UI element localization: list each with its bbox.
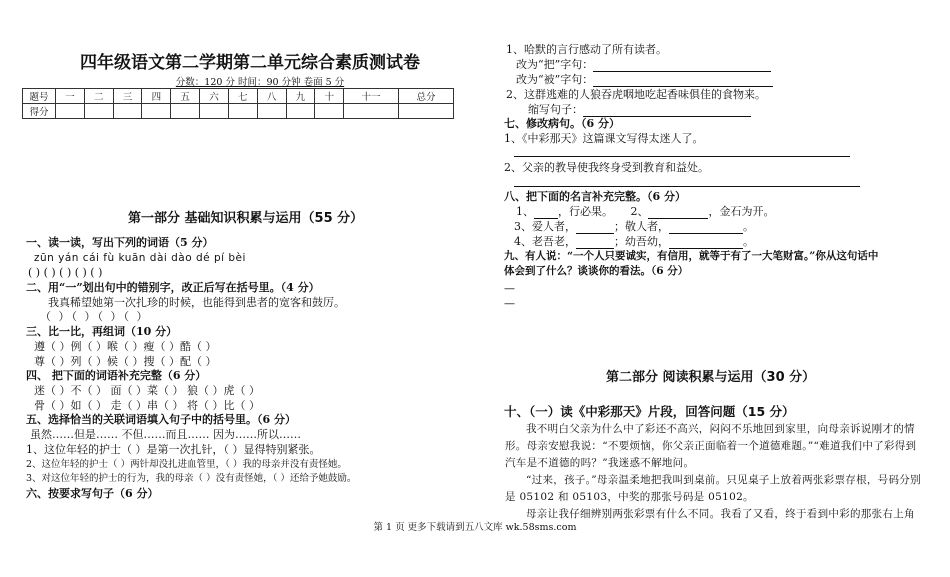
score-cell: 一	[56, 89, 85, 104]
q8-blank[interactable]	[669, 237, 743, 249]
q8-text: ；敬人者，	[614, 220, 669, 233]
q6-condense-answer-line[interactable]	[583, 105, 751, 117]
q5-sentence-1[interactable]: 1、这位年轻的护士（ ）是第一次扎针，（ ）显得特别紧张。	[26, 443, 321, 456]
reading-paragraph-1: 我不明白父亲为什么中了彩还不高兴，闷闷不乐地回到家里，向母亲诉说刚才的情形。母亲安慰我说：“不要烦恼，你父亲正面临着一个道德难题。”“难道我们中了彩得到汽车是不道德的吗？”我迷惑不解地问。	[505, 423, 917, 469]
q6-sentence-2: 2、这群逃难的人狼吞虎咽地吃起香味俱佳的食物来。	[506, 88, 766, 101]
score-input-cell[interactable]	[228, 104, 257, 119]
reading-paragraph-3: 母亲让我仔细辨别两张彩票有什么不同。我看了又看，终于看到中彩的那张右上角	[526, 508, 915, 520]
score-input-cell[interactable]	[113, 104, 142, 119]
q7-title: 七、修改病句。（6 分）	[504, 117, 620, 130]
q1-pinyin: zūn yán cái fù kuān dài dào dé pí bèi	[34, 252, 246, 264]
q1-answer-brackets[interactable]: ( ) ( ) ( ) ( ) ( )	[28, 266, 103, 279]
q9-line-1: 九、有人说：“一个人只要诚实，有信用，就等于有了一大笔财富。”你从这句话中	[504, 250, 879, 262]
q8-text: ；幼吾幼，	[614, 235, 669, 248]
exam-subtitle: 分数：120 分 时间：90 分钟 卷面 5 分	[175, 77, 345, 88]
q3-row1[interactable]: 遵（ ）例（ ）喉（ ）瘦（ ）酷（ ）	[34, 340, 217, 353]
score-cell: 七	[228, 89, 257, 104]
q6-bei-label: 改为“被”字句：	[516, 73, 594, 86]
q1-title: 一、读一读，写出下列的词语（5 分）	[26, 236, 214, 249]
q6-condense-label: 缩写句子：	[528, 103, 583, 116]
score-input-cell[interactable]	[344, 104, 399, 119]
q8-blank[interactable]	[576, 222, 614, 234]
q9-line-2: 体会到了什么？谈谈你的看法。（6 分）	[504, 265, 689, 277]
exam-title: 四年级语文第二学期第二单元综合素质测试卷	[80, 53, 420, 73]
q2-title: 二、用“一”划出句中的错别字，改正后写在括号里。（4 分）	[26, 281, 320, 294]
score-cell: 十一	[344, 89, 399, 104]
score-table	[22, 88, 454, 119]
score-cell: 二	[84, 89, 113, 104]
score-table-header-row	[23, 89, 454, 104]
q8-blank[interactable]	[669, 222, 743, 234]
q5-options: 虽然……但是…… 不但……而且…… 因为……所以……	[30, 428, 301, 441]
part1-title: 第一部分 基础知识积累与运用（55 分）	[128, 211, 364, 226]
q7-sentence-2: 2、父亲的教导使我终身受到教育和益处。	[504, 161, 709, 174]
q7-sentence-1: 1、《中彩那天》这篇课文写得太迷人了。	[504, 132, 704, 145]
q2-answer-brackets[interactable]: （ ）（ ）（ ）（ ）	[40, 310, 150, 323]
q4-row2[interactable]: 骨（ ）如（ ） 走（ ）串（ ） 将（ ）比（ ）	[34, 399, 260, 412]
score-input-cell[interactable]	[200, 104, 229, 119]
q8-title: 八、把下面的名言补充完整。（6 分）	[504, 190, 686, 203]
score-input-cell[interactable]	[286, 104, 315, 119]
q8-blank[interactable]	[534, 207, 558, 219]
q5-title: 五、选择恰当的关联词语填入句子中的括号里。（6 分）	[26, 413, 296, 426]
q6-sentence-1: 1、哈默的言行感动了所有读者。	[506, 43, 667, 56]
score-input-cell[interactable]	[315, 104, 344, 119]
q8-text: ，金石为开。	[708, 205, 775, 218]
q3-row2[interactable]: 尊（ ）列（ ）候（ ）搜（ ）配（ ）	[34, 355, 217, 368]
reading-paragraph-2: “过来，孩子。”母亲温柔地把我叫到桌前。只见桌子上放着两张彩票存根，号码分别是 05102 和 05103，中奖的那张号码是 05102。	[505, 474, 921, 503]
score-table-score-row	[23, 104, 454, 119]
q10-title: 十、（一）读《中彩那天》片段，回答问题（15 分）	[504, 404, 795, 419]
q7-answer-line-1[interactable]	[514, 156, 850, 157]
score-input-cell[interactable]	[142, 104, 171, 119]
q3-title: 三、比一比，再组词（10 分）	[26, 325, 178, 338]
q6-bei-answer-line[interactable]	[593, 75, 773, 87]
score-input-cell[interactable]	[257, 104, 286, 119]
q8-text: 。	[743, 235, 754, 248]
q9-answer-dash-1[interactable]: —	[504, 282, 515, 295]
score-input-cell[interactable]	[171, 104, 200, 119]
q6-bei-row	[516, 73, 773, 87]
q8-text: 3、爱人者，	[514, 220, 576, 233]
q6-ba-row	[516, 58, 771, 72]
score-cell: 十	[315, 89, 344, 104]
q8-text: 4、老吾老，	[514, 235, 576, 248]
q6-condense-row	[528, 103, 751, 117]
q6-ba-label: 改为“把”字句：	[516, 58, 594, 71]
score-cell: 五	[171, 89, 200, 104]
score-cell: 八	[257, 89, 286, 104]
q8-text: 。	[743, 220, 754, 233]
q5-sentence-2[interactable]: 2、这位年轻的护士（ ）两针却没扎进血管里，（ ）我的母亲并没有责怪她。	[26, 459, 347, 470]
score-cell: 题号	[23, 89, 56, 104]
q8-label-2: 2、	[630, 205, 649, 218]
q2-sentence: 我真稀望她第一次扎珍的时候，也能得到患者的宽客和鼓厉。	[48, 296, 345, 309]
score-cell: 总分	[398, 89, 453, 104]
score-label-cell: 得分	[23, 104, 56, 119]
part2-title: 第二部分 阅读积累与运用（30 分）	[606, 370, 816, 385]
q4-title: 四、 把下面的词语补充完整（6 分）	[26, 369, 207, 382]
q8-blank[interactable]	[648, 207, 708, 219]
q9-answer-dash-2[interactable]: —	[504, 297, 515, 310]
score-cell: 三	[113, 89, 142, 104]
score-cell: 四	[142, 89, 171, 104]
q5-sentence-3[interactable]: 3、对这位年轻的护士的行为，我的母亲（ ）没有责怪她，（ ）还给予她鼓励。	[26, 473, 357, 484]
score-cell: 六	[200, 89, 229, 104]
q6-title: 六、按要求写句子（6 分）	[26, 487, 159, 500]
q8-blank[interactable]	[576, 237, 614, 249]
score-input-cell[interactable]	[398, 104, 453, 119]
score-cell: 九	[286, 89, 315, 104]
q8-text: ，行必果。	[558, 205, 613, 218]
q8-label-1: 1、	[516, 205, 534, 218]
score-input-cell[interactable]	[84, 104, 113, 119]
q7-answer-line-2[interactable]	[514, 186, 860, 187]
q6-ba-answer-line[interactable]	[593, 60, 771, 72]
q8-row2	[514, 220, 754, 234]
page-footer: 第 1 页 更多下载请到五八文库 wk.58sms.com	[373, 522, 577, 533]
q8-row3	[514, 235, 754, 249]
q4-row1[interactable]: 迷（ ）不（ ） 面（ ）菜（ ） 狼（ ）虎（ ）	[34, 384, 260, 397]
score-input-cell[interactable]	[56, 104, 85, 119]
q8-row1	[516, 205, 774, 219]
